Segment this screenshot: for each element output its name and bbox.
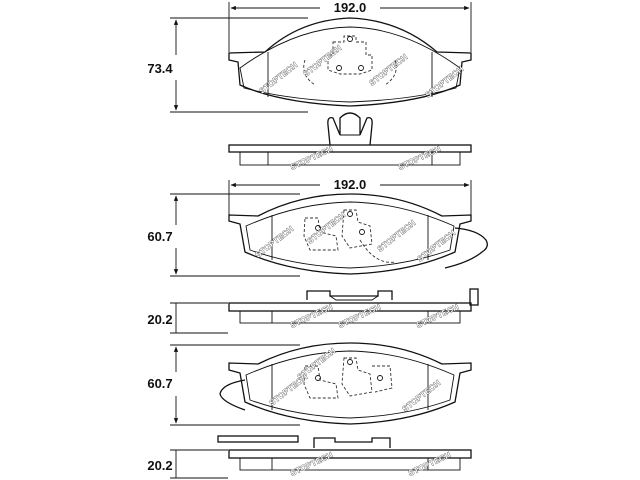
top-pad-logo-center: STOPTECH	[301, 43, 344, 79]
bottom-pad-friction-material	[246, 351, 454, 418]
bottom-pad-logo-center: STOPTECH	[295, 346, 338, 382]
mid-edge-logo-1: STOPTECH	[289, 302, 335, 330]
top-edge-spring-clip	[328, 113, 372, 145]
bottom-pad-logo-right: STOPTECH	[400, 378, 443, 414]
bottom-pad-view	[147, 343, 471, 425]
mid-pad-logo-center: STOPTECH	[305, 210, 348, 246]
mid-edge-spring-clip	[307, 291, 392, 300]
mid-edge-backing-plate	[229, 303, 471, 311]
bottom-edge-logo-1: STOPTECH	[289, 450, 335, 478]
top-pad-logo-left: STOPTECH	[257, 60, 300, 96]
mid-width-dimension	[229, 177, 471, 220]
mid-width-label: 192.0	[333, 177, 367, 192]
top-width-label: 192.0	[333, 0, 367, 15]
mid-edge-logo-2: STOPTECH	[337, 302, 383, 330]
mid-thickness-label: 20.2	[147, 312, 173, 327]
top-edge-logo-1: STOPTECH	[289, 144, 335, 172]
top-pad-logo-far-right: STOPTECH	[423, 64, 466, 100]
top-pad-view	[147, 0, 471, 112]
mid-pad-logo-right: STOPTECH	[375, 218, 418, 254]
bottom-edge-logo-2: STOPTECH	[407, 450, 453, 478]
mid-pad-logo-far-right: STOPTECH	[415, 228, 458, 264]
middle-pad-view	[147, 177, 487, 276]
mid-height-label: 60.7	[147, 229, 173, 244]
bottom-height-label: 60.7	[147, 376, 173, 391]
bottom-pad-logo-left: STOPTECH	[267, 372, 310, 408]
bottom-edge-spring-clip	[314, 438, 390, 448]
bottom-edge-sensor-wire	[218, 436, 298, 442]
mid-edge-logo-3: STOPTECH	[415, 302, 461, 330]
bottom-pad-edge-view	[147, 436, 471, 478]
mid-pad-logo-left: STOPTECH	[253, 224, 296, 260]
mid-pad-backing-plate	[229, 194, 471, 274]
middle-pad-edge-view	[147, 289, 478, 333]
mid-thickness-dimension	[147, 303, 228, 333]
top-width-dimension	[229, 0, 471, 52]
top-edge-logo-2: STOPTECH	[397, 144, 443, 172]
top-height-label: 73.4	[147, 61, 173, 76]
top-pad-logo-right: STOPTECH	[367, 52, 410, 88]
bottom-thickness-dimension	[147, 450, 228, 478]
bottom-pad-wear-sensor	[220, 380, 245, 410]
bottom-thickness-label: 20.2	[147, 458, 173, 473]
top-pad-edge-view	[229, 113, 471, 172]
